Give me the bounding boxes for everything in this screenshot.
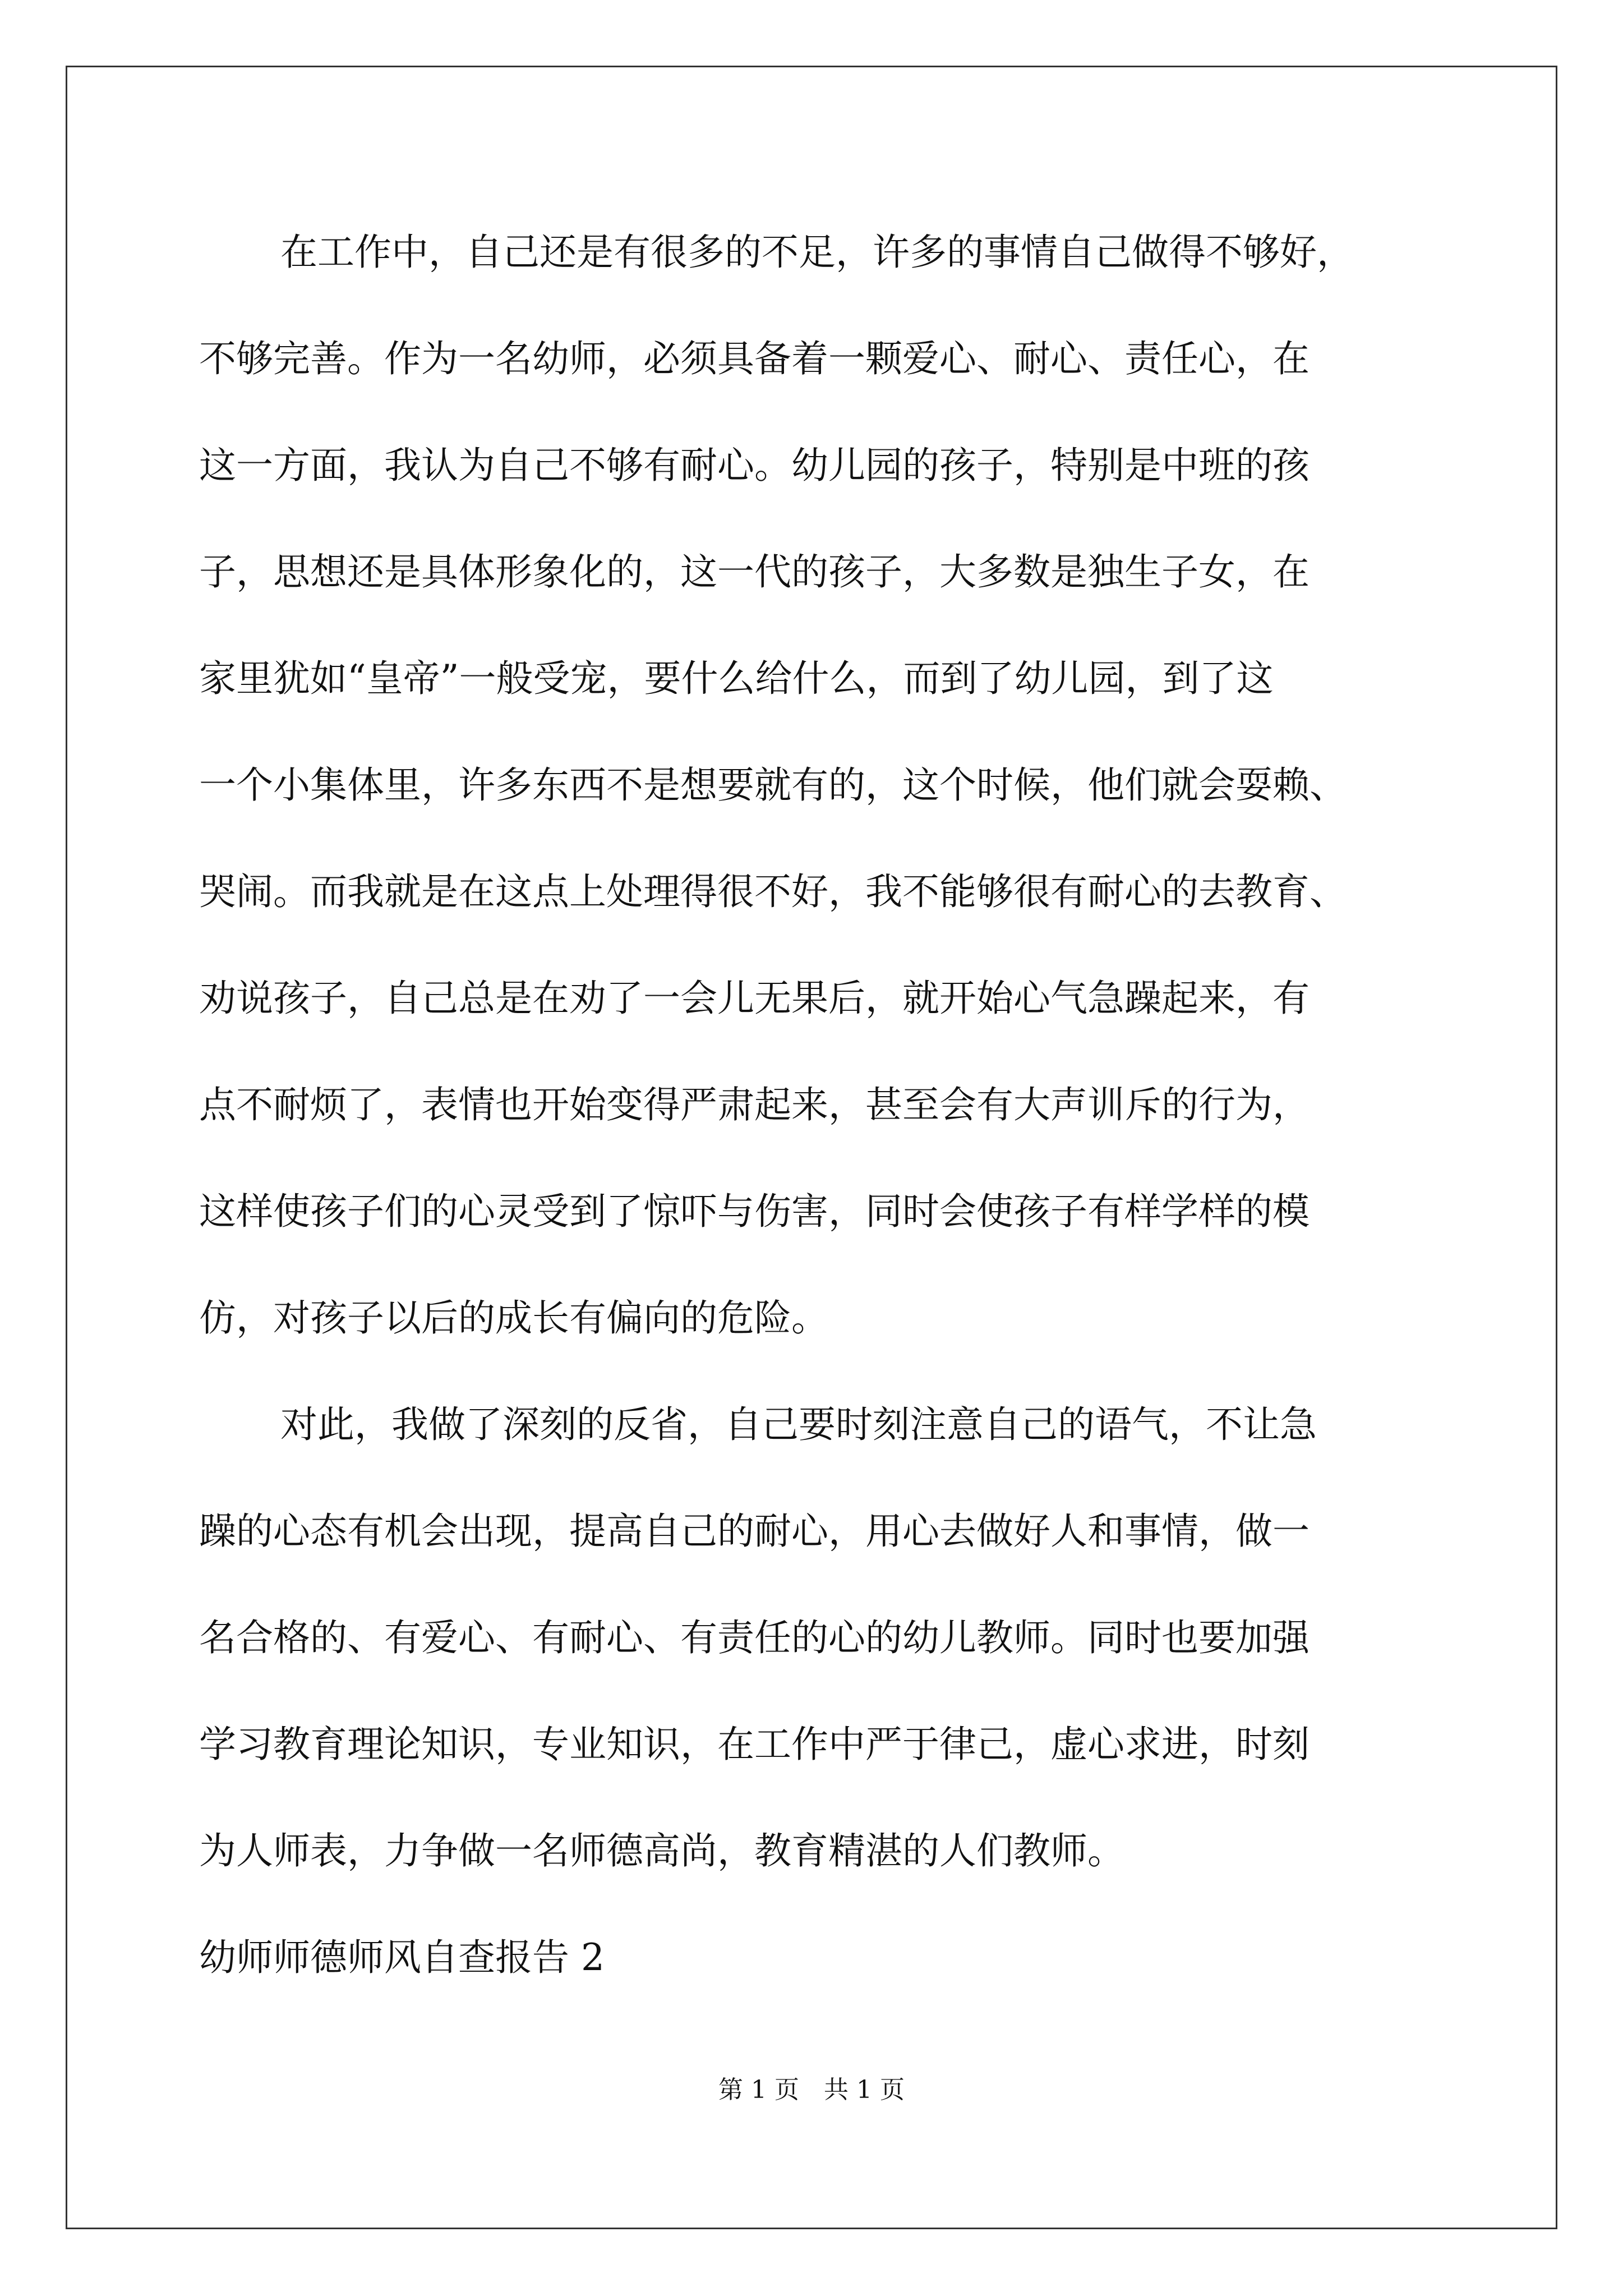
page-footer: 第 1 页 共 1 页 xyxy=(718,2076,905,2104)
paragraph-1-line-10: 这样使孩子们的心灵受到了惊吓与伤害，同时会使孩子有样学样的模 xyxy=(199,1190,1310,1233)
paragraph-1-line-4: 子，思想还是具体形象化的，这一代的孩子，大多数是独生子女，在 xyxy=(199,550,1310,593)
section-heading: 幼师师德师风自查报告 2 xyxy=(199,1936,605,1979)
paragraph-1-line-11: 仿，对孩子以后的成长有偏向的危险。 xyxy=(199,1296,828,1340)
paragraph-1-line-3: 这一方面，我认为自己不够有耐心。幼儿园的孩子，特别是中班的孩 xyxy=(199,444,1310,487)
paragraph-1-line-2: 不够完善。作为一名幼师，必须具备着一颗爱心、耐心、责任心，在 xyxy=(199,337,1310,380)
paragraph-1-line-8: 劝说孩子，自己总是在劝了一会儿无果后，就开始心气急躁起来，有 xyxy=(199,977,1310,1020)
paragraph-1-line-5: 家里犹如“皇帝”一般受宠，要什么给什么，而到了幼儿园，到了这 xyxy=(199,657,1274,700)
paragraph-1-line-1: 在工作中，自己还是有很多的不足，许多的事情自己做得不够好， xyxy=(280,231,1354,274)
paragraph-2-line-1: 对此，我做了深刻的反省，自己要时刻注意自己的语气，不让急 xyxy=(280,1403,1317,1446)
paragraph-2-line-3: 名合格的、有爱心、有耐心、有责任的心的幼儿教师。同时也要加强 xyxy=(199,1616,1310,1659)
paragraph-1-line-6: 一个小集体里，许多东西不是想要就有的，这个时候，他们就会耍赖、 xyxy=(199,763,1347,807)
paragraph-2-line-4: 学习教育理论知识，专业知识，在工作中严于律己，虚心求进，时刻 xyxy=(199,1723,1310,1766)
paragraph-2-line-5: 为人师表，力争做一名师德高尚，教育精湛的人们教师。 xyxy=(199,1829,1124,1872)
paragraph-2-line-2: 躁的心态有机会出现，提高自己的耐心，用心去做好人和事情，做一 xyxy=(199,1510,1310,1553)
paragraph-1-line-9: 点不耐烦了，表情也开始变得严肃起来，甚至会有大声训斥的行为， xyxy=(199,1083,1310,1126)
paragraph-1-line-7: 哭闹。而我就是在这点上处理得很不好，我不能够很有耐心的去教育、 xyxy=(199,870,1347,913)
